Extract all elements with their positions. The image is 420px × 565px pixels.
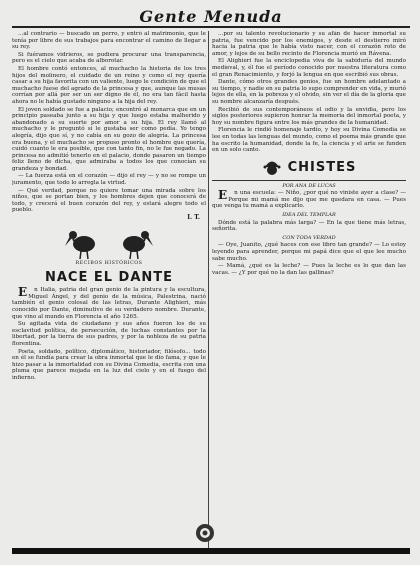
article-paragraph: Poeta, soldado, político, diplomático, historiador, filósofo... todo en él se fundía para crear la obra inmortal que le dio fama, y que le hizo pasar a la inmortalidad con su Divina Comedia, escrita con una pluma que parece mojada en la luz del cielo y en el fuego del infierno. (12, 348, 206, 381)
masthead-title: Gente Menuda (139, 7, 283, 26)
article-paragraph: Su agitada vida de ciudadano y sus años fueron los de su esclavitud política, de persecución, de luchas constantes por la libertad, por la tierra de sus padres, y por la nobleza de su patria florentina. (12, 321, 206, 347)
signature: I. T. (187, 214, 200, 222)
pelican-icon (118, 226, 154, 260)
joke: — Mamá, ¿qué es la leche? — Pues la leche es lo que dan las vacas. — ¿Y por qué no la dan las gallinas? (212, 263, 406, 276)
left-column (12, 31, 206, 551)
article-paragraph: El Alighieri fue la enciclopedia viva de la sabiduría del mundo medieval, y, él fue el período conocido por nuestra literatura como el gran Renacimiento, y forjó la lengua en que escribió sus obras. (212, 58, 406, 78)
article-paragraph: Recibió de sus contemporáneos el odio y la envidia, pero los siglos posteriores supieron honrar la memoria del inmortal poeta, y hoy su nombre figura entre los más grandes de la humanidad. (212, 106, 406, 126)
joke-heading: IDEA DEL TEMPLAR (282, 212, 336, 219)
joke: Dónde está la palabra más larga? — En la que tiene más letras, señorita. (212, 219, 406, 233)
article-paragraph: En Italia, patria del gran genio de la pintura y la escultura, Miguel Ángel, y del genio de la música, Palestrina, nació también el genio colosal de las letras, Durante Alighieri, más conocido por Dante, diminutivo de su verdadero nombre. Durante, que vino al mundo en Florencia el año 1265. (12, 285, 206, 320)
chistes-header (212, 158, 406, 178)
joke-heading: CON TODA VERDAD (282, 234, 336, 241)
article-paragraph: Dante, cómo otros grandes genios, fue un hombre adelantado a su tiempo, y nadie en su patria lo supo comprender en vida, y murió lejos de ella, en la pobreza y el olvido, sin ver el día de la gloria que su nombre alcanzaría después. (212, 79, 406, 105)
joke: En una escuela: — Niño, ¿por qué no viniste ayer a clase? — Porque mi mamá me dijo que me quedara en casa. — Pues que venga tu mamá a explicarlo. (212, 188, 406, 210)
chistes-subtitle: POR ANA DE LUCAS (282, 182, 336, 189)
jester-icon (262, 158, 282, 178)
story-paragraph: — Qué verdad, porque no quiere tomar una mirada sobre los niños, que se portan bien, y los hombres dejen que conocerá de todo, y crecerá el buen corazón del rey, y estará alegre todo el pueblo. (12, 187, 206, 214)
divider (212, 180, 406, 181)
story-paragraph: Si fuéramos vidrieros, se pudiera procurar una transparencia, pero es el cielo que acaba de alborotar. (12, 51, 206, 65)
column-divider (206, 31, 212, 551)
columns (12, 31, 410, 551)
section-caption: RECIBOS HISTÓRICOS (75, 260, 143, 266)
story-paragraph: — La fuerza está en el corazón — dijo el rey — y no se rompe un juramento, que todo lo arregla la virtud. (12, 173, 206, 187)
footer-rule (12, 548, 410, 554)
masthead (12, 4, 410, 28)
chistes-title: CHISTES (287, 160, 357, 176)
story-paragraph: El joven soldado se fue a palacio; encontró al monarca que en un principio paseaba junto a su hija y que luego estaba malherido y abandonado a su suerte por amor a su hija. El rey llamó al muchacho y le preguntó si le gustaba ser como pedía. Yo tengo alegría, dijo que sí, y no cabía en su gozo de alegría. La princesa era buena, y el muchacho se propuso pronto el hombre que quería, cuidó cuanto le era posible, que con tanto fin, no le fue negado. La princesa no admitió tenerlo en el palacio, donde pasaron un tiempo feliz lleno de dicha, que admiraba a todos los que conocían su grandeza y bondad. (12, 106, 206, 172)
article-paragraph: ...por su talento revolucionario y su afán de hacer inmortal su patria, fue vencido por los enemigos, y desde el destierro miró hacia la patria que le había visto nacer, con el corazón roto de amor, y lejos de su bello recinto de Florencia murió en Rávena. (212, 31, 406, 57)
pelican-icon (64, 226, 100, 260)
right-column (212, 31, 406, 551)
article-paragraph: Florencia le rindió homenaje tardío, y hoy su Divina Comedia se lee en todas las lenguas del mundo, como el poema más grande que ha escrito la humanidad, donde la fe, la ciencia y el arte se funden en un solo canto. (212, 127, 406, 154)
story-paragraph: ...al contrario — buscado un perro, y entró al matrimonio, que le tenía por libre de sus trabajos para encontrar el camino de llegar a su rey. (12, 31, 206, 51)
article-title: NACE EL DANTE (44, 270, 174, 286)
ornament-icon (194, 522, 216, 544)
bird-illustration (12, 226, 206, 260)
story-paragraph: El hombre contó entonces, al muchacho la historia de los tres hijos del molinero, el cuidado de un reino y como el rey quería casar a su hija favorita con un valiente, luego le condición de que el muchacho fuese del agrado de la princesa y que, aunque las musas corrían por allá por ser un ser digno de él, no era tan fácil hasta ahora no le había gustado ninguno a la hija del rey. (12, 65, 206, 105)
joke: — Oye, Juanito, ¿qué haces con ese libro tan grande? — Lo estoy leyendo para aprender, porque mi papá dice que el que lee mucho sabe mucho. (212, 242, 406, 262)
